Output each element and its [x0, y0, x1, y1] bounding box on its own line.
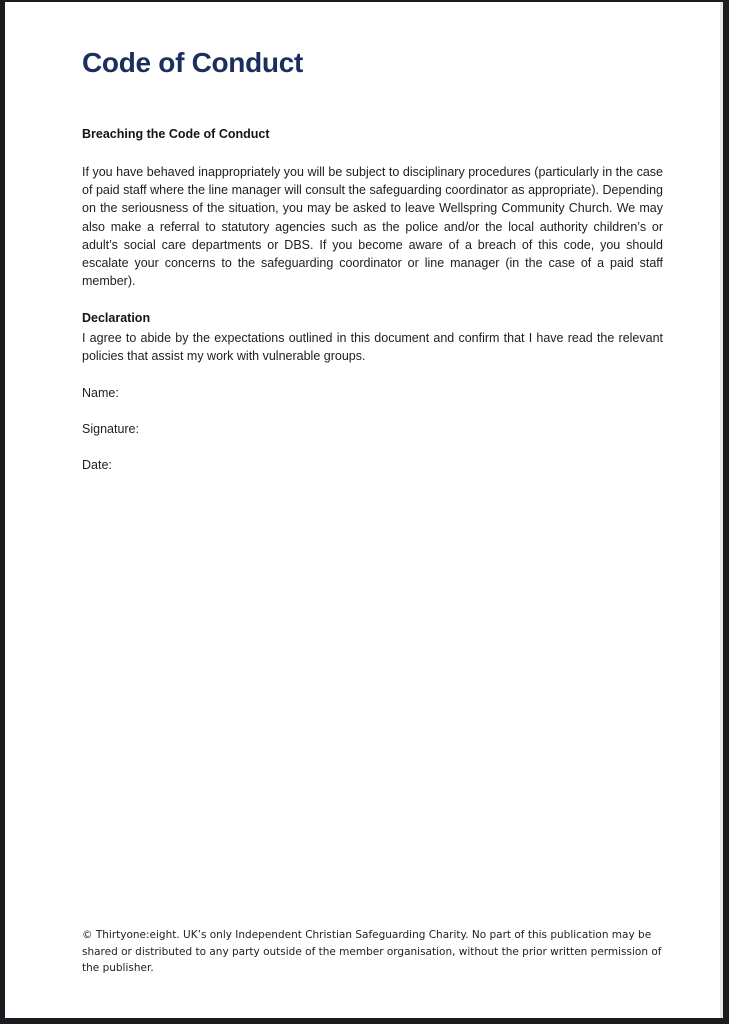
breaching-paragraph: If you have behaved inappropriately you will be subject to disciplinary procedures (particularly in the case of paid staff where the line manager will consult the safeguarding coordinator as appropriate). Depending on the seriousness of the situation, you may be asked to leave Wellspring Community Church. We may also make a referral to statutory agencies such as the police and/or the local authority children’s or adult’s social care departments or DBS. If you become aware of a breach of this code, you should escalate your concerns to the safeguarding coordinator or line manager (in the case of a paid staff member). [82, 165, 663, 289]
copyright-footer: © Thirtyone:eight. UK’s only Independent Christian Safeguarding Charity. No part of this publication may be shared or distributed to any party outside of the member organisation, without the prior written permission of the publisher. [82, 929, 662, 974]
name-field-label: Name: [82, 386, 119, 400]
date-field-label: Date: [82, 458, 112, 472]
signature-field-label: Signature: [82, 422, 139, 436]
page-title: Code of Conduct [82, 47, 304, 78]
declaration-paragraph: I agree to abide by the expectations outlined in this document and confirm that I have read the relevant policies that assist my work with vulnerable groups. [82, 331, 663, 364]
document-page [5, 2, 723, 1018]
section-heading-declaration: Declaration [82, 311, 151, 325]
section-heading-breaching: Breaching the Code of Conduct [82, 127, 270, 141]
